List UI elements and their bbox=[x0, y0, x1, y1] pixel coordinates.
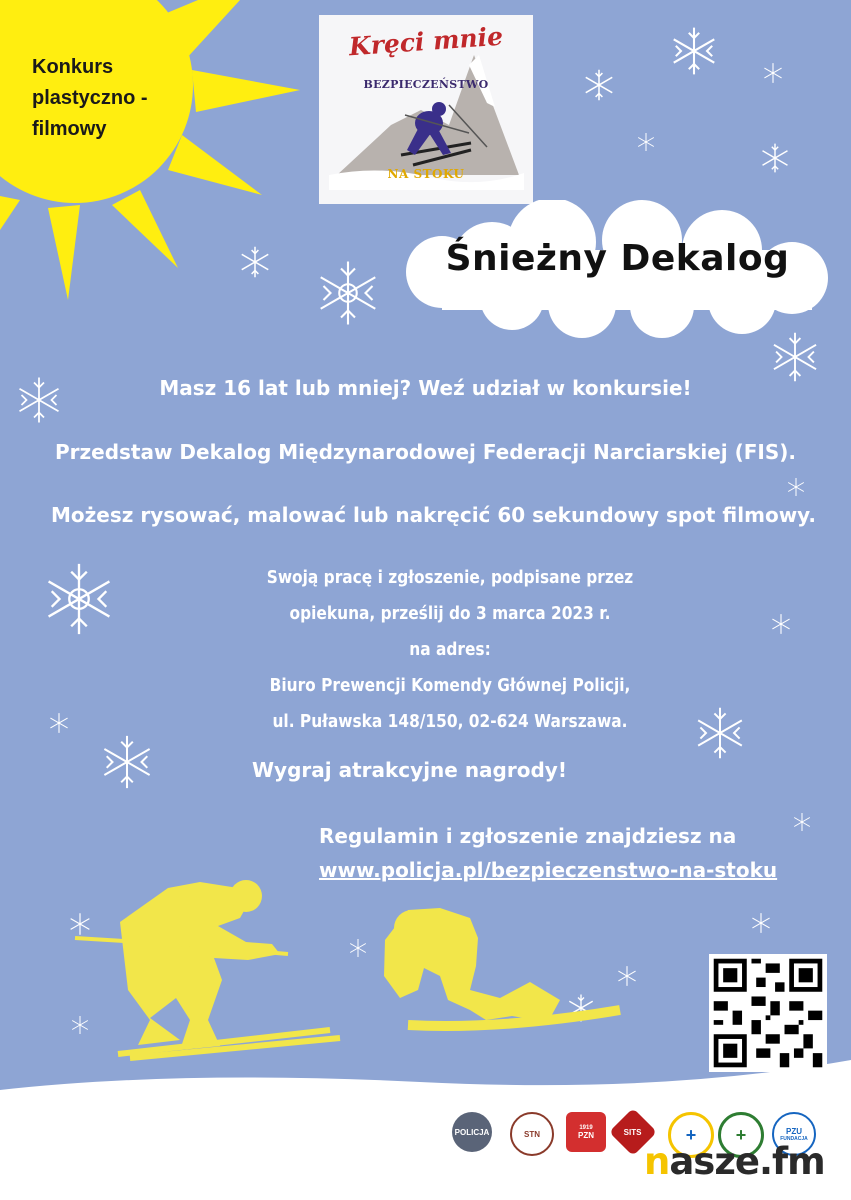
regulations-line: Regulamin i zgłoszenie znajdziesz na bbox=[319, 824, 737, 848]
snowflake-icon bbox=[668, 25, 720, 77]
watermark-prefix: n bbox=[644, 1140, 670, 1183]
pzn-logo: 1919 PZN bbox=[566, 1112, 606, 1152]
snowflake-icon bbox=[692, 705, 748, 761]
age-line: Masz 16 lat lub mniej? Weź udział w konkursie! bbox=[159, 376, 692, 400]
sits-logo: SITS bbox=[609, 1108, 657, 1156]
snowflake-icon bbox=[759, 142, 791, 174]
contest-type-label: Konkurs plastyczno - filmowy bbox=[32, 56, 148, 140]
media-line: Możesz rysować, malować lub nakręcić 60 sekundowy spot filmowy. bbox=[51, 503, 816, 527]
logo-line1: Kręci mnie bbox=[348, 21, 504, 62]
prize-line: Wygraj atrakcyjne nagrody! bbox=[252, 758, 567, 782]
snowflake-icon bbox=[786, 477, 806, 497]
policja-logo: POLICJA bbox=[452, 1112, 492, 1152]
address-line: Swoją pracę i zgłoszenie, podpisane przez bbox=[266, 568, 634, 588]
contest-logo bbox=[319, 15, 533, 204]
gopr-logo: + bbox=[718, 1112, 764, 1158]
pzn-year: 1919 bbox=[579, 1124, 593, 1131]
watermark-logo bbox=[644, 1140, 825, 1183]
snowflake-icon bbox=[582, 68, 616, 102]
snowflake-icon bbox=[313, 258, 383, 328]
watermark-rest: asze.fm bbox=[669, 1140, 825, 1183]
snowflake-icon bbox=[792, 812, 812, 832]
qr-code[interactable] bbox=[709, 954, 827, 1072]
submission-address bbox=[230, 560, 670, 740]
snowflake-icon bbox=[770, 613, 792, 635]
address-line: ul. Puławska 148/150, 02-624 Warszawa. bbox=[272, 712, 628, 732]
pzu-logo: PZU FUNDACJA bbox=[772, 1112, 816, 1156]
logo-line2: BEZPIECZEŃSTWO bbox=[363, 78, 489, 91]
ratownictwo-logo: + bbox=[668, 1112, 714, 1158]
snowflake-icon bbox=[750, 912, 772, 934]
snowflake-icon bbox=[98, 733, 156, 791]
snowflake-icon bbox=[636, 132, 656, 152]
snowflake-icon bbox=[238, 245, 272, 279]
stn-logo: STN bbox=[510, 1112, 554, 1156]
address-line: opiekuna, prześlij do 3 marca 2023 r. bbox=[289, 604, 611, 624]
page-title: Śnieżny Dekalog bbox=[445, 238, 790, 279]
logo-line3: NA STOKU bbox=[387, 167, 465, 181]
address-line: na adres: bbox=[409, 640, 491, 660]
snowflake-icon bbox=[48, 712, 70, 734]
address-line: Biuro Prewencji Komendy Głównej Policji, bbox=[269, 676, 631, 696]
snowflake-icon bbox=[768, 330, 822, 384]
snowflake-icon bbox=[40, 560, 118, 638]
fis-line: Przedstaw Dekalog Międzynarodowej Federacji Narciarskiej (FIS). bbox=[54, 440, 797, 464]
snowflake-icon bbox=[14, 375, 64, 425]
snowflake-icon bbox=[762, 62, 784, 84]
pzu-sub: FUNDACJA bbox=[780, 1135, 808, 1142]
regulations-link[interactable]: www.policja.pl/bezpieczenstwo-na-stoku bbox=[319, 858, 778, 882]
skiers-silhouette bbox=[0, 870, 640, 1070]
